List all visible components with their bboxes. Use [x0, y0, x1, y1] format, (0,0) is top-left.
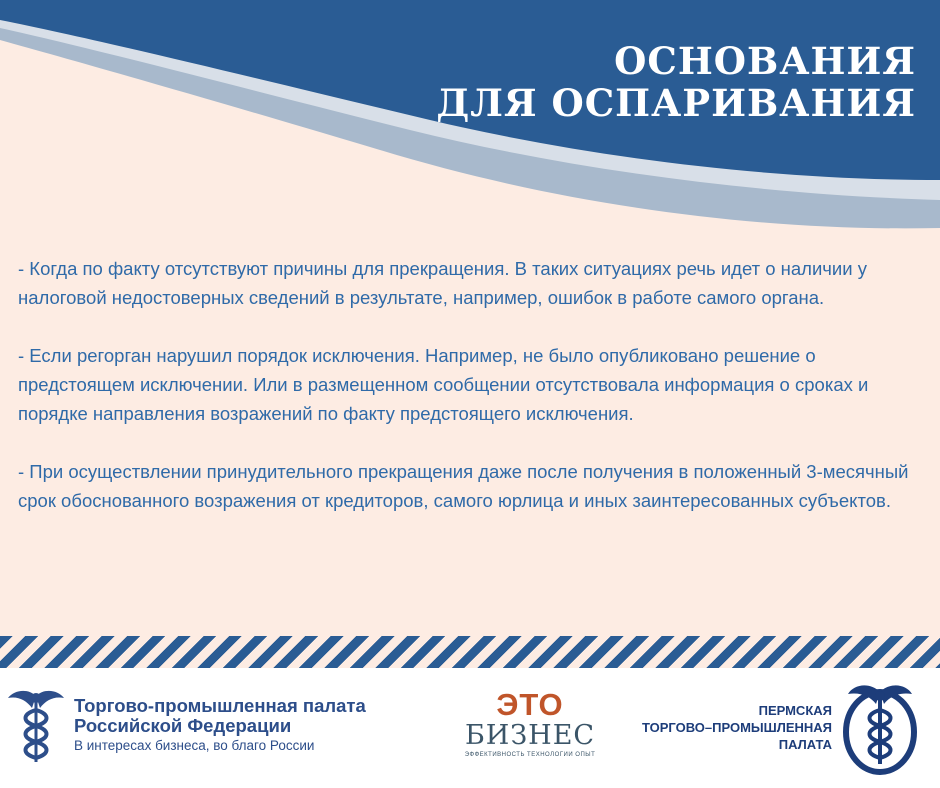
striped-divider [0, 636, 940, 668]
paragraph-3: - При осуществлении принудительного прекращения даже после получения в положенный 3-месячный срок обоснованного возражения от кредиторов, самого юрлица и иных заинтересованных субъектов. [18, 461, 909, 511]
eto-biznes-logo [460, 687, 600, 770]
tpp-rf-name-line-2: Российской Федерации [74, 715, 292, 736]
perm-tpp-logo [608, 680, 928, 780]
footer [0, 668, 940, 788]
tpp-rf-emblem-icon [6, 688, 66, 766]
eto-word: ЭТО [496, 687, 564, 722]
perm-tpp-name [642, 702, 832, 753]
biznes-word: БИЗНЕС [464, 720, 596, 751]
perm-tpp-emblem-icon [840, 680, 920, 776]
page-title [436, 40, 916, 124]
perm-tpp-line-3: ПАЛАТА [778, 737, 832, 752]
eto-biznes-tagline: ЭФФЕКТИВНОСТЬ ТЕХНОЛОГИИ ОПЫТ [464, 752, 596, 758]
tpp-rf-slogan: В интересах бизнеса, во благо России [74, 738, 315, 753]
paragraph-2: - Если регорган нарушил порядок исключения. Например, не было опубликовано решение о предстоящем исключении. Или в размещенном сообщении отсутствовала информация о сроках и порядке направления возражений по факту предстоящего исключения. [18, 345, 869, 424]
tpp-rf-name [74, 696, 366, 736]
title-line-2: ДЛЯ ОСПАРИВАНИЯ [436, 81, 916, 125]
paragraph-1: - Когда по факту отсутствуют причины для прекращения. В таких ситуациях речь идет о наличии у налоговой недостоверных сведений в результате, например, ошибок в работе самого органа. [18, 258, 867, 308]
perm-tpp-line-2: ТОРГОВО–ПРОМЫШЛЕННАЯ [642, 720, 832, 735]
title-line-1: ОСНОВАНИЯ [614, 39, 916, 83]
tpp-rf-name-line-1: Торгово-промышленная палата [74, 695, 366, 716]
perm-tpp-line-1: ПЕРМСКАЯ [758, 703, 832, 718]
content-body [18, 254, 918, 544]
tpp-rf-logo [6, 688, 426, 768]
